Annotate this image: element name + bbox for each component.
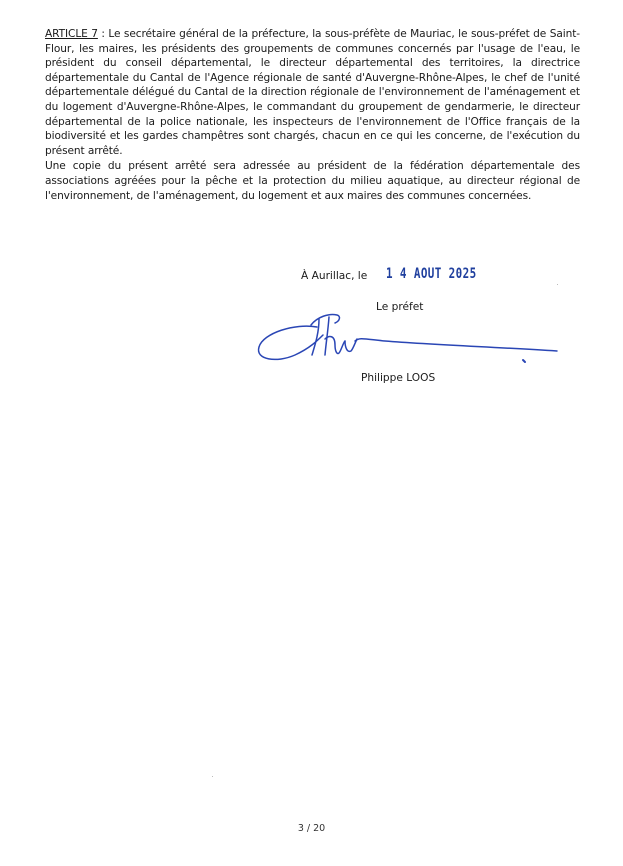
scan-speck bbox=[557, 284, 558, 285]
scan-speck bbox=[212, 776, 213, 777]
page-number: 3 / 20 bbox=[297, 823, 326, 834]
article-7-paragraph-1 bbox=[45, 27, 580, 158]
signature-place: À Aurillac, le bbox=[301, 270, 368, 282]
article-7-body bbox=[45, 27, 580, 203]
article-heading-separator: : bbox=[97, 28, 109, 40]
article-heading: ARTICLE 7 bbox=[45, 28, 98, 40]
signer-name: Philippe LOOS bbox=[361, 372, 436, 384]
article-7-text: Le secrétaire général de la préfecture, la sous-préfète de Mauriac, le sous-préfet de Saint-Flour, les maires, les présidents des groupements de communes concernés par l'usage de l'eau, le président du conseil départemental, le directeur départemental des territoires, la directrice départementale du Cantal de l'Agence régionale de santé d'Auvergne-Rhône-Alpes, le chef de l'unité départementale délégué du Cantal de la direction régionale de l'environnement de l'aménagement et du logement d'Auvergne-Rhône-Alpes, le commandant du groupement de gendarmerie, le directeur départemental de la police nationale, les inspecteurs de l'environnement de l'Office français de la biodiversité et les gardes champêtres sont chargés, chacun en ce qui les concerne, de l'exécution du présent arrêté. bbox=[45, 28, 580, 157]
article-7-paragraph-2: Une copie du présent arrêté sera adressée au président de la fédération départementale des associations agréées pour la pêche et la protection du milieu aquatique, au directeur régional de l'environnement, de l'aménagement, du logement et aux maires des communes concernées. bbox=[45, 160, 580, 202]
signer-role: Le préfet bbox=[376, 301, 424, 313]
handwritten-signature bbox=[255, 305, 565, 375]
date-stamp: 1 4 AOUT 2025 bbox=[386, 266, 477, 282]
